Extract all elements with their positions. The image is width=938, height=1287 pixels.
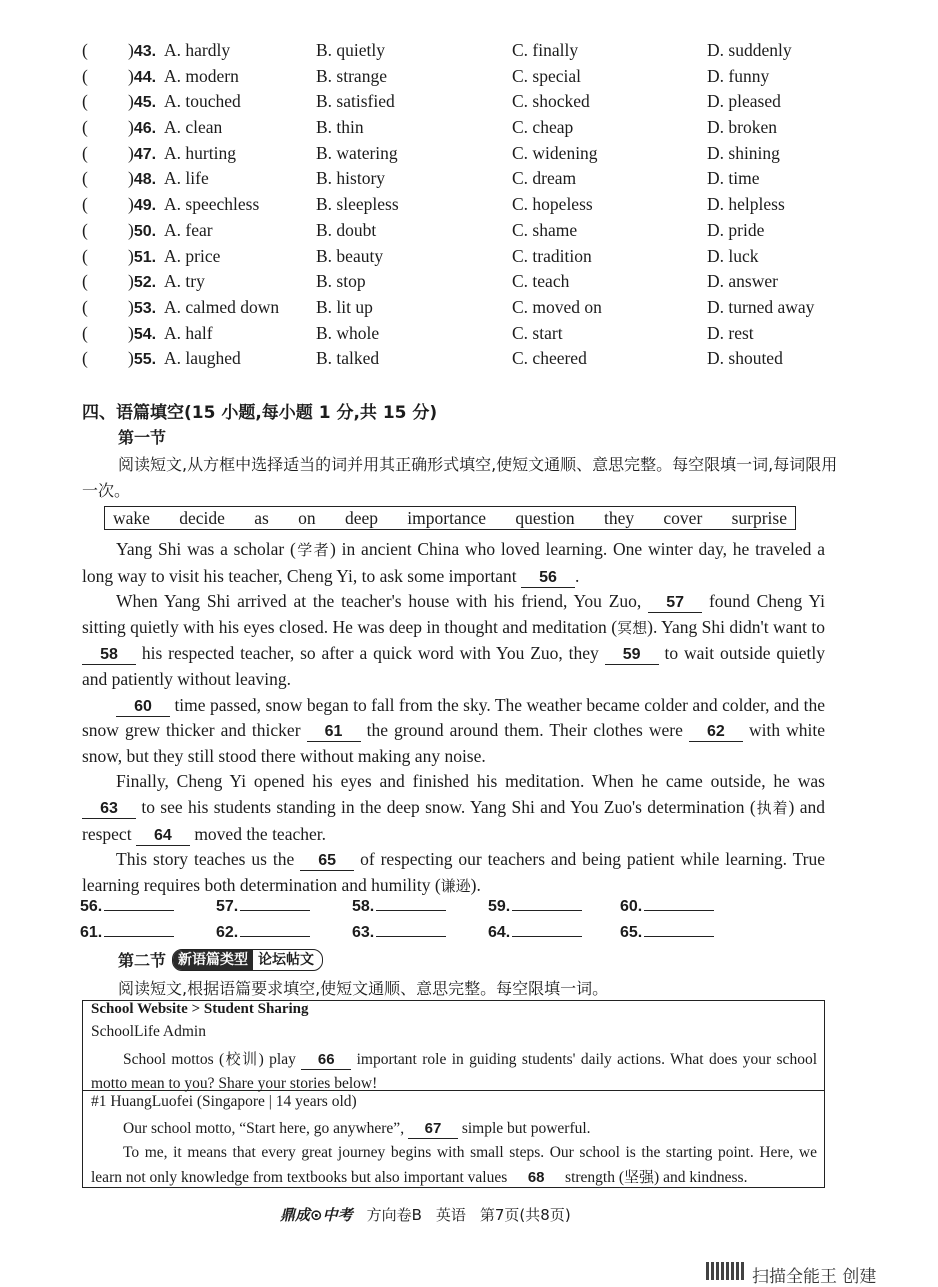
blank-63[interactable]: 63: [82, 800, 136, 819]
choice-row: [80, 295, 880, 321]
word-option: deep: [344, 507, 378, 528]
option-c: C. teach: [512, 271, 570, 292]
option-d: D. broken: [707, 117, 777, 138]
answer-paren[interactable]: (: [82, 296, 88, 317]
paragraph-2: When Yang Shi arrived at the teacher's house with his friend, You Zuo, 57 found Cheng Yi sitting quietly with his eyes closed. He was deep in thought and meditation (冥想). Yang Shi didn't want to 58 his respected teacher, so after a quick word with You Zuo, they 59 to wait outside quietly and patiently without leaving.: [82, 591, 825, 689]
option-d: D. luck: [707, 245, 759, 266]
option-b: B. satisfied: [316, 91, 395, 112]
option-b: B. lit up: [316, 296, 373, 317]
answer-number: 60.: [620, 898, 643, 915]
choice-row: [80, 346, 880, 372]
paragraph-1: Yang Shi was a scholar (学者) in ancient China who loved learning. One winter day, he traveled a long way to visit his teacher, Cheng Yi, to ask some important 56 .: [82, 539, 825, 586]
answer-line[interactable]: [376, 896, 446, 911]
question-number: ) 54.: [128, 321, 156, 348]
option-a: A. calmed down: [164, 296, 280, 317]
choice-list: [80, 38, 880, 372]
blank-59[interactable]: 59: [605, 646, 659, 665]
choice-row: [80, 64, 880, 90]
answer-paren[interactable]: (: [82, 117, 88, 138]
option-d: D. funny: [707, 65, 770, 86]
option-c: C. hopeless: [512, 194, 593, 215]
option-b: B. thin: [316, 117, 364, 138]
option-b: B. stop: [316, 271, 366, 292]
answer-slot[interactable]: [352, 896, 446, 916]
blank-57[interactable]: 57: [648, 594, 702, 613]
word-option: they: [603, 507, 635, 528]
option-c: C. cheered: [512, 348, 587, 369]
option-b: B. beauty: [316, 245, 384, 266]
answer-number: 64.: [488, 924, 511, 941]
option-c: C. start: [512, 322, 563, 343]
option-d: D. shouted: [707, 348, 783, 369]
option-c: C. widening: [512, 142, 598, 163]
answer-paren[interactable]: (: [82, 348, 88, 369]
blank-68[interactable]: 68: [511, 1169, 561, 1188]
answer-slot[interactable]: [80, 922, 174, 942]
answer-line[interactable]: [644, 922, 714, 937]
option-b: B. quietly: [316, 40, 386, 60]
answer-paren[interactable]: (: [82, 245, 88, 266]
word-option: on: [298, 507, 316, 528]
option-a: A. price: [164, 245, 221, 266]
option-b: B. watering: [316, 142, 398, 163]
part1-title: 第一节: [118, 428, 167, 447]
choice-row: [80, 115, 880, 141]
question-number: ) 50.: [128, 218, 156, 245]
word-option: wake: [113, 507, 150, 528]
answer-paren[interactable]: (: [82, 322, 88, 343]
page-footer: [280, 1204, 571, 1225]
blank-66[interactable]: 66: [301, 1051, 351, 1070]
blank-60[interactable]: 60: [116, 698, 170, 717]
answer-paren[interactable]: (: [82, 65, 88, 86]
qr-code-icon: [706, 1262, 746, 1280]
word-option: cover: [663, 507, 703, 528]
answer-line[interactable]: [104, 896, 174, 911]
answer-paren[interactable]: (: [82, 194, 88, 215]
question-number: ) 49.: [128, 192, 156, 219]
word-option: as: [254, 507, 269, 528]
option-b: B. doubt: [316, 219, 377, 240]
option-d: D. suddenly: [707, 40, 792, 60]
option-d: D. helpless: [707, 194, 785, 215]
choice-row: [80, 89, 880, 115]
answer-slot[interactable]: [80, 896, 174, 916]
blank-67[interactable]: 67: [408, 1120, 458, 1139]
answer-line[interactable]: [240, 896, 310, 911]
reply-author: #1 HuangLuofei (Singapore | 14 years old): [91, 1093, 357, 1110]
option-a: A. hardly: [164, 40, 231, 60]
choice-row: [80, 166, 880, 192]
option-d: D. pride: [707, 219, 765, 240]
option-a: A. hurting: [164, 142, 236, 163]
question-number: ) 51.: [128, 244, 156, 271]
forum-admin: SchoolLife Admin: [91, 1023, 206, 1040]
question-number: ) 43.: [128, 38, 156, 65]
forum-post: School mottos (校训) play 66 important role in guiding students' daily actions. What does your school motto mean to you? Share your stories below!: [91, 1050, 817, 1092]
answer-slot[interactable]: [620, 896, 714, 916]
option-b: B. whole: [316, 322, 380, 343]
question-number: ) 48.: [128, 166, 156, 193]
passage-type-tag: [172, 949, 323, 971]
option-c: C. shame: [512, 219, 578, 240]
blank-58[interactable]: 58: [82, 646, 136, 665]
option-c: C. shocked: [512, 91, 590, 112]
brand-logo: 鼎成⊙中考: [280, 1206, 353, 1224]
option-a: A. half: [164, 322, 213, 343]
part1-instruction: 阅读短文,从方框中选择适当的词并用其正确形式填空,使短文通顺、意思完整。每空限填一词,每词限用一次。: [82, 455, 838, 500]
answer-line[interactable]: [104, 922, 174, 937]
footer-paper: 方向卷B: [366, 1206, 422, 1224]
answer-slot[interactable]: [216, 896, 310, 916]
question-number: ) 53.: [128, 295, 156, 322]
option-a: A. life: [164, 168, 209, 189]
answer-number: 57.: [216, 898, 239, 915]
answer-number: 63.: [352, 924, 375, 941]
choice-row: [80, 38, 880, 64]
paragraph-3: 60 time passed, snow began to fall from the sky. The weather became colder and colder, and the snow grew thicker and thicker 61 the ground around them. Their clothes were 62 with white snow, but they still stood there without making any noise.: [82, 694, 826, 766]
word-option: question: [515, 507, 575, 528]
answer-paren[interactable]: (: [82, 219, 88, 240]
option-d: D. pleased: [707, 91, 781, 112]
option-b: B. strange: [316, 65, 387, 86]
option-d: D. turned away: [707, 296, 815, 317]
option-a: A. modern: [164, 65, 239, 86]
answer-paren[interactable]: (: [82, 142, 88, 163]
option-b: B. sleepless: [316, 194, 399, 215]
word-box: [104, 506, 796, 530]
answer-slot[interactable]: [620, 922, 714, 942]
option-a: A. try: [164, 271, 205, 292]
question-number: ) 52.: [128, 269, 156, 296]
question-number: ) 45.: [128, 89, 156, 116]
answer-number: 56.: [80, 898, 103, 915]
question-number: ) 46.: [128, 115, 156, 142]
choice-row: [80, 218, 880, 244]
answer-lines: [80, 896, 780, 948]
option-d: D. rest: [707, 322, 754, 343]
option-d: D. answer: [707, 271, 778, 292]
answer-number: 62.: [216, 924, 239, 941]
answer-line[interactable]: [512, 922, 582, 937]
paragraph-4: Finally, Cheng Yi opened his eyes and finished his meditation. When he came outside, he was 63 to see his students standing in the deep snow. Yang Shi and You Zuo's determination (执着) and respect 64 moved the teacher.: [82, 771, 825, 844]
scanner-watermark: 扫描全能王 创建: [752, 1267, 877, 1287]
option-c: C. moved on: [512, 296, 602, 317]
forum-box: [82, 1000, 825, 1188]
answer-row-1: [80, 896, 780, 922]
tag-new-type: 新语篇类型: [173, 950, 253, 970]
answer-line[interactable]: [512, 896, 582, 911]
choice-row: [80, 321, 880, 347]
answer-slot[interactable]: [488, 896, 582, 916]
section-title: 四、语篇填空(15 小题,每小题 1 分,共 15 分): [82, 403, 438, 423]
answer-row-2: [80, 922, 780, 948]
option-c: C. tradition: [512, 245, 592, 266]
answer-number: 61.: [80, 924, 103, 941]
choice-row: [80, 192, 880, 218]
answer-slot[interactable]: [216, 922, 310, 942]
answer-line[interactable]: [240, 922, 310, 937]
forum-breadcrumb: School Website > Student Sharing: [91, 1001, 309, 1017]
part2-instruction: 阅读短文,根据语篇要求填空,使短文通顺、意思完整。每空限填一词。: [118, 979, 609, 998]
option-b: B. talked: [316, 348, 380, 369]
answer-paren[interactable]: (: [82, 40, 88, 60]
option-c: C. cheap: [512, 117, 574, 138]
answer-slot[interactable]: [352, 922, 446, 942]
answer-slot[interactable]: [488, 922, 582, 942]
word-option: decide: [179, 507, 225, 528]
option-d: D. time: [707, 168, 760, 189]
answer-line[interactable]: [376, 922, 446, 937]
option-a: A. touched: [164, 91, 241, 112]
option-c: C. finally: [512, 40, 579, 60]
footer-page: 第7页(共8页): [479, 1206, 571, 1224]
blank-65[interactable]: 65: [300, 852, 354, 871]
question-number: ) 44.: [128, 64, 156, 91]
option-a: A. fear: [164, 219, 213, 240]
choice-row: [80, 244, 880, 270]
answer-number: 58.: [352, 898, 375, 915]
blank-62[interactable]: 62: [689, 723, 743, 742]
footer-subject: 英语: [435, 1206, 466, 1224]
question-number: ) 47.: [128, 141, 156, 168]
paragraph-5: This story teaches us the 65 of respecting our teachers and being patient while learning. True learning requires both determination and humility (谦逊).: [82, 849, 826, 895]
option-c: C. dream: [512, 168, 577, 189]
tag-forum-post: 论坛帖文: [258, 951, 315, 968]
question-number: ) 55.: [128, 346, 156, 373]
passage: [82, 537, 825, 899]
option-c: C. special: [512, 65, 582, 86]
answer-number: 65.: [620, 924, 643, 941]
word-option: surprise: [731, 507, 787, 528]
part2-title: 第二节: [118, 951, 167, 970]
choice-row: [80, 141, 880, 167]
forum-divider: [83, 1090, 824, 1091]
choice-row: [80, 269, 880, 295]
blank-56[interactable]: 56: [521, 569, 575, 588]
option-a: A. speechless: [164, 194, 260, 215]
option-b: B. history: [316, 168, 386, 189]
reply-line-2: To me, it means that every great journey begins with small steps. Our school is the starting point. Here, we learn not only knowledge from textbooks but also important values 68 strength (坚强) and kindness.: [91, 1144, 817, 1186]
reply-line-1: Our school motto, “Start here, go anywhere”, 67 simple but powerful.: [123, 1120, 591, 1137]
answer-number: 59.: [488, 898, 511, 915]
answer-line[interactable]: [644, 896, 714, 911]
answer-paren[interactable]: (: [82, 91, 88, 112]
option-d: D. shining: [707, 142, 780, 163]
part2-header: [118, 948, 323, 971]
blank-64[interactable]: 64: [136, 827, 190, 846]
blank-61[interactable]: 61: [307, 723, 361, 742]
answer-paren[interactable]: (: [82, 271, 88, 292]
answer-paren[interactable]: (: [82, 168, 88, 189]
option-a: A. laughed: [164, 348, 241, 369]
option-a: A. clean: [164, 117, 223, 138]
word-option: importance: [407, 507, 487, 528]
